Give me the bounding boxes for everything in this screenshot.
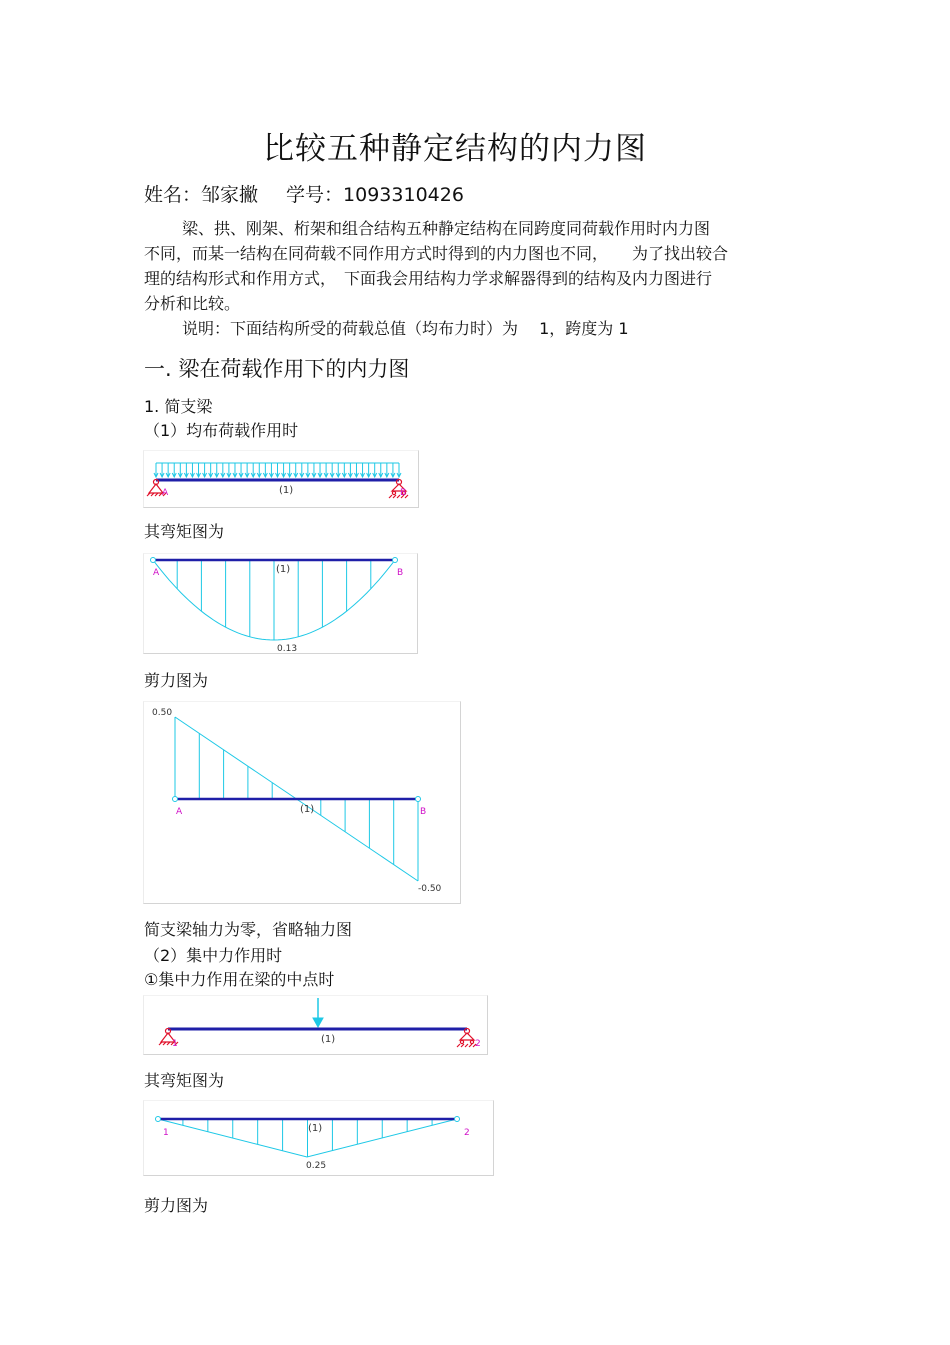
distributed-load-arrows xyxy=(154,463,401,477)
point-load-diagram xyxy=(144,996,487,1054)
figure-uniform-load xyxy=(143,450,419,508)
roller-support-icon xyxy=(457,1029,476,1048)
shear-right-value: -0.50 xyxy=(418,884,442,894)
load-arrow-icon xyxy=(282,463,286,477)
load-arrow-icon xyxy=(221,463,225,477)
load-arrow-icon xyxy=(330,463,334,477)
case-subheading: ①集中力作用在梁的中点时 xyxy=(144,970,335,989)
member-label: (1) xyxy=(321,1034,336,1045)
node-label-b: B xyxy=(400,488,407,498)
node-label-a: A xyxy=(153,568,160,578)
load-arrow-icon xyxy=(342,463,346,477)
load-arrow-icon xyxy=(367,463,371,477)
caption-shear: 剪力图为 xyxy=(144,1196,209,1215)
case-heading: （1）均布荷载作用时 xyxy=(144,421,299,440)
caption-moment: 其弯矩图为 xyxy=(144,522,225,541)
load-arrow-icon xyxy=(391,463,395,477)
node-b-icon xyxy=(416,797,421,802)
load-arrow-icon xyxy=(397,463,401,477)
member-label: (1) xyxy=(276,564,291,575)
node-label-2: 2 xyxy=(475,1039,481,1049)
load-arrow-icon xyxy=(379,463,383,477)
intro-line: 不同，而某一结构在同荷载不同作用方式时得到的内力图也不同， 为了找出较合 xyxy=(144,244,729,263)
subsection-heading: 1. 简支梁 xyxy=(144,397,213,416)
note-line: 说明：下面结构所受的荷载总值（均布力时）为 1，跨度为 1 xyxy=(182,319,629,338)
load-arrow-icon xyxy=(160,463,164,477)
moment-diagram-parabola xyxy=(144,554,417,653)
node-label-1: 1 xyxy=(172,1039,178,1049)
load-arrow-icon xyxy=(269,463,273,477)
intro-line: 理的结构形式和作用方式， 下面我会用结构力学求解器得到的结构及内力图进行 xyxy=(144,269,713,288)
node-a-icon xyxy=(151,558,156,563)
load-arrow-icon xyxy=(215,463,219,477)
figure-moment-uniform xyxy=(143,553,418,654)
load-arrow-icon xyxy=(373,463,377,477)
node-label-a: A xyxy=(176,807,183,817)
shear-left-value: 0.50 xyxy=(152,708,173,718)
author-name: 邹家撇 xyxy=(201,184,259,206)
node-label-b: B xyxy=(420,807,427,817)
shear-diagram xyxy=(144,702,460,903)
load-arrow-icon xyxy=(172,463,176,477)
node-a-icon xyxy=(173,797,178,802)
load-arrow-icon xyxy=(203,463,207,477)
figure-shear-uniform xyxy=(143,701,461,904)
load-arrow-icon xyxy=(336,463,340,477)
load-arrow-icon xyxy=(361,463,365,477)
load-arrow-icon xyxy=(239,463,243,477)
member-label: (1) xyxy=(308,1123,323,1134)
section-heading: 一. 梁在荷载作用下的内力图 xyxy=(144,357,410,381)
load-arrow-icon xyxy=(233,463,237,477)
load-arrow-icon xyxy=(245,463,249,477)
member-label: (1) xyxy=(279,485,294,496)
node-label-2: 2 xyxy=(464,1128,470,1138)
moment-diagram-triangle xyxy=(144,1101,493,1175)
load-arrow-icon xyxy=(354,463,358,477)
uniform-load-diagram xyxy=(144,451,418,507)
name-label: 姓名： xyxy=(144,184,202,206)
figure-moment-point xyxy=(143,1100,494,1176)
load-arrow-icon xyxy=(324,463,328,477)
intro-line: 梁、拱、刚架、桁架和组合结构五种静定结构在同跨度同荷载作用时内力图 xyxy=(182,219,711,238)
load-arrow-icon xyxy=(178,463,182,477)
load-arrow-icon xyxy=(312,463,316,477)
load-arrow-icon xyxy=(154,463,158,477)
load-arrow-icon xyxy=(385,463,389,477)
node-b-icon xyxy=(393,558,398,563)
node-2-icon xyxy=(455,1117,460,1122)
node-label-a: A xyxy=(162,488,169,498)
figure-point-load xyxy=(143,995,488,1055)
load-arrow-icon xyxy=(288,463,292,477)
id-label: 学号： xyxy=(286,184,344,206)
load-arrow-icon xyxy=(257,463,261,477)
moment-hatch-lines xyxy=(177,560,371,640)
load-arrow-icon xyxy=(197,463,201,477)
node-label-1: 1 xyxy=(163,1128,169,1138)
load-arrow-icon xyxy=(263,463,267,477)
intro-paragraph xyxy=(144,216,809,341)
axial-note: 简支梁轴力为零，省略轴力图 xyxy=(144,920,353,939)
load-arrow-icon xyxy=(251,463,255,477)
caption-moment: 其弯矩图为 xyxy=(144,1071,225,1090)
node-1-icon xyxy=(156,1117,161,1122)
author-info xyxy=(144,180,464,207)
student-id: 1093310426 xyxy=(343,184,464,206)
load-arrow-icon xyxy=(306,463,310,477)
load-arrow-icon xyxy=(318,463,322,477)
load-arrow-icon xyxy=(294,463,298,477)
load-arrow-icon xyxy=(166,463,170,477)
point-load-arrow-icon xyxy=(313,998,323,1027)
load-arrow-icon xyxy=(227,463,231,477)
load-arrow-icon xyxy=(348,463,352,477)
max-moment-value: 0.13 xyxy=(277,644,298,653)
load-arrow-icon xyxy=(190,463,194,477)
intro-line: 分析和比较。 xyxy=(144,294,241,313)
caption-shear: 剪力图为 xyxy=(144,671,209,690)
node-label-b: B xyxy=(397,568,404,578)
case-heading: （2）集中力作用时 xyxy=(144,946,283,965)
member-label: (1) xyxy=(300,804,315,815)
load-arrow-icon xyxy=(209,463,213,477)
max-moment-value: 0.25 xyxy=(306,1161,327,1171)
load-arrow-icon xyxy=(276,463,280,477)
load-arrow-icon xyxy=(184,463,188,477)
load-arrow-icon xyxy=(300,463,304,477)
document-title: 比较五种静定结构的内力图 xyxy=(263,131,647,167)
